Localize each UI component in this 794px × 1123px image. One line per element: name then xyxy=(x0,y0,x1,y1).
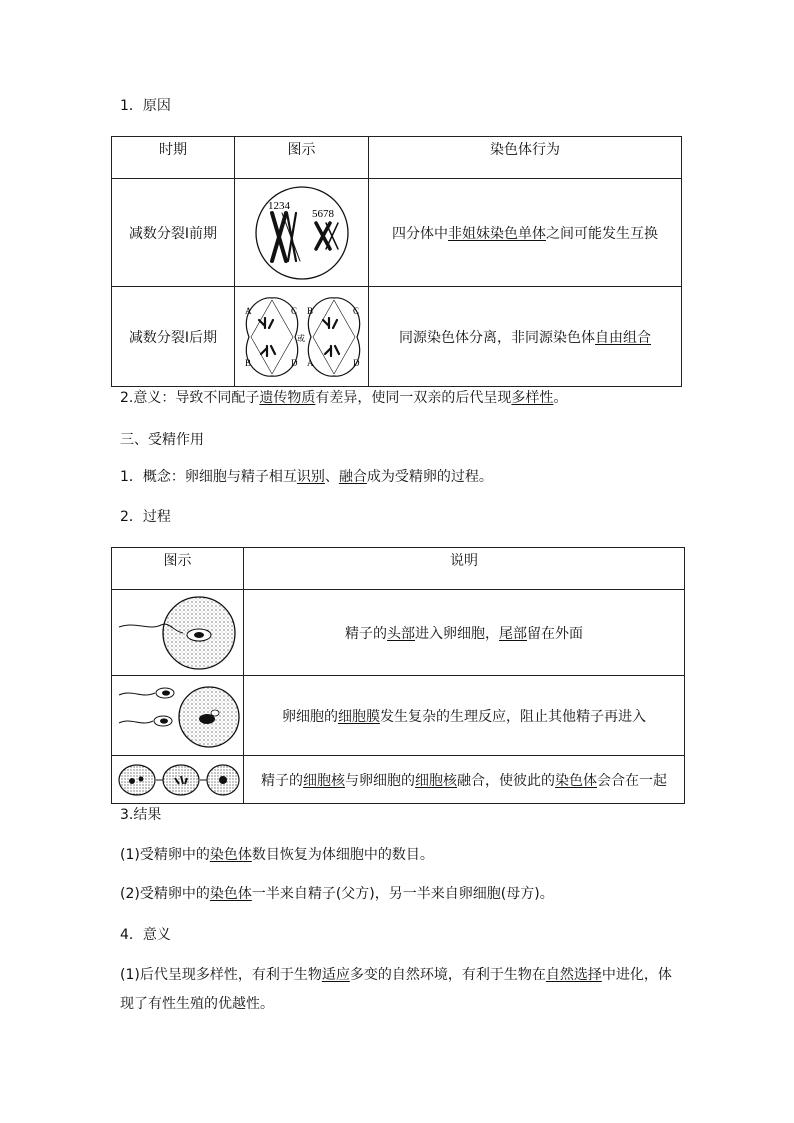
behavior-anaphase xyxy=(369,287,682,387)
text-run: 数目恢复为体细胞中的数目。 xyxy=(251,847,434,863)
text-run: 多变的自然环境，有利于生物在 xyxy=(349,967,546,983)
text-run: 中进化，体 xyxy=(601,967,672,983)
behavior-prophase xyxy=(369,179,682,287)
meiosis-table xyxy=(111,136,682,387)
description-row-1 xyxy=(244,590,685,676)
underlined-term: 识别 xyxy=(296,469,325,485)
underlined-term: 多样性 xyxy=(511,390,554,406)
text-run: 进入卵细胞， xyxy=(415,625,499,642)
meiosis-table-header-row xyxy=(112,137,682,179)
result-heading: 3.结果 xyxy=(120,807,162,823)
label-a-C: C xyxy=(290,305,297,316)
meaning-heading: 4．意义 xyxy=(120,927,171,943)
meaning-line-2: 现了有性生殖的优越性。 xyxy=(120,996,274,1012)
label-b-D: D xyxy=(352,357,359,368)
process-table xyxy=(111,547,685,804)
process-heading: 2．过程 xyxy=(120,509,171,525)
underlined-term: 细胞核 xyxy=(303,772,345,789)
header-description: 说明 xyxy=(244,548,685,590)
tetrad-right xyxy=(316,223,338,249)
underlined-term: 遗传物质 xyxy=(259,390,316,406)
text-run: (2)受精卵中的 xyxy=(120,886,210,902)
text-run: 会合在一起 xyxy=(597,772,667,789)
period-anaphase: 减数分裂Ⅰ后期 xyxy=(112,287,235,387)
table-row xyxy=(112,590,685,676)
meaning-line-1 xyxy=(120,965,672,985)
description-row-2 xyxy=(244,676,685,756)
text-run: 留在外面 xyxy=(527,625,583,642)
anaphase-cell-b xyxy=(308,297,359,375)
chromosome-label-right: 5678 xyxy=(311,207,334,220)
table-row xyxy=(112,179,682,287)
underlined-term: 融合 xyxy=(338,469,367,485)
sperm-entry-figure xyxy=(112,590,244,676)
header-figure: 图示 xyxy=(112,548,244,590)
underlined-term: 染色体 xyxy=(209,847,252,863)
table-row xyxy=(112,676,685,756)
anaphase-chromosomes-a xyxy=(259,318,275,356)
prophase-cell-illustration xyxy=(242,183,362,283)
text-run: (1)受精卵中的 xyxy=(120,847,210,863)
chromosome-label-left: 1234 xyxy=(267,199,290,212)
text-run: 成为受精卵的过程。 xyxy=(366,469,493,485)
result-line-1 xyxy=(120,845,434,865)
text-run: 发生复杂的生理反应，阻止其他精子再进入 xyxy=(380,708,646,725)
sperm-entering-egg-illustration xyxy=(115,593,241,673)
label-b-C: C xyxy=(352,305,359,316)
section3-title: 三、受精作用 xyxy=(120,432,204,448)
text-run: 、 xyxy=(324,469,339,485)
underlined-term: 适应 xyxy=(321,967,350,983)
table-row xyxy=(112,756,685,804)
membrane-reaction-figure xyxy=(112,676,244,756)
header-period: 时期 xyxy=(112,137,235,179)
text-run: 融合，使彼此的 xyxy=(457,772,555,789)
text-run: 卵细胞的 xyxy=(282,708,338,725)
description-row-1-text xyxy=(345,626,583,642)
label-a-D: D xyxy=(290,357,297,368)
nuclear-fusion-illustration xyxy=(115,760,241,800)
table-row xyxy=(112,287,682,387)
underlined-term: 非姐妹染色单体 xyxy=(448,225,546,242)
underlined-term: 头部 xyxy=(387,625,415,642)
anaphase-cell-illustration xyxy=(239,292,365,382)
underlined-term: 细胞核 xyxy=(415,772,457,789)
label-a-B: B xyxy=(244,357,251,368)
tetrad-left xyxy=(272,213,300,261)
membrane-reaction-illustration xyxy=(115,679,241,753)
result-line-2 xyxy=(120,884,554,904)
anaphase-figure-cell xyxy=(235,287,369,387)
behavior-prophase-text xyxy=(392,226,658,242)
prophase-figure-cell xyxy=(235,179,369,287)
text-run: 之间可能发生互换 xyxy=(546,225,658,242)
anaphase-chromosomes-b xyxy=(323,318,339,356)
text-run: 1．概念：卵细胞与精子相互 xyxy=(120,469,297,485)
text-run: 一半来自精子(父方)，另一半来自卵细胞(母方)。 xyxy=(251,886,554,902)
text-run: 与卵细胞的 xyxy=(345,772,415,789)
underlined-term: 染色体 xyxy=(209,886,252,902)
underlined-term: 自由组合 xyxy=(595,329,651,346)
text-run: 。 xyxy=(553,390,568,406)
header-figure: 图示 xyxy=(235,137,369,179)
text-run: 四分体中 xyxy=(392,225,448,242)
description-row-3 xyxy=(244,756,685,804)
anaphase-cell-a xyxy=(246,297,297,375)
text-run: 同源染色体分离，非同源染色体 xyxy=(399,329,595,346)
concept-line xyxy=(120,467,493,487)
label-b-A: A xyxy=(306,357,313,368)
process-table-header-row xyxy=(112,548,685,590)
description-row-2-text xyxy=(282,709,646,725)
underlined-term: 细胞膜 xyxy=(338,708,380,725)
or-label: 或 xyxy=(296,333,305,343)
underlined-term: 自然选择 xyxy=(545,967,602,983)
nuclear-fusion-figure xyxy=(112,756,244,804)
heading-reason: 1．原因 xyxy=(120,98,171,114)
period-prophase: 减数分裂Ⅰ前期 xyxy=(112,179,235,287)
label-b-B: B xyxy=(306,305,313,316)
text-run: 有差异，使同一双亲的后代呈现 xyxy=(315,390,512,406)
label-a-A: A xyxy=(244,305,251,316)
text-run: 精子的 xyxy=(345,625,387,642)
text-run: 精子的 xyxy=(261,772,303,789)
underlined-term: 染色体 xyxy=(555,772,597,789)
meaning-line xyxy=(120,388,567,408)
text-run: (1)后代呈现多样性，有利于生物 xyxy=(120,967,322,983)
header-behavior: 染色体行为 xyxy=(369,137,682,179)
description-row-3-text xyxy=(261,773,667,789)
behavior-anaphase-text xyxy=(399,330,651,346)
text-run: 2.意义：导致不同配子 xyxy=(120,390,260,406)
underlined-term: 尾部 xyxy=(499,625,527,642)
